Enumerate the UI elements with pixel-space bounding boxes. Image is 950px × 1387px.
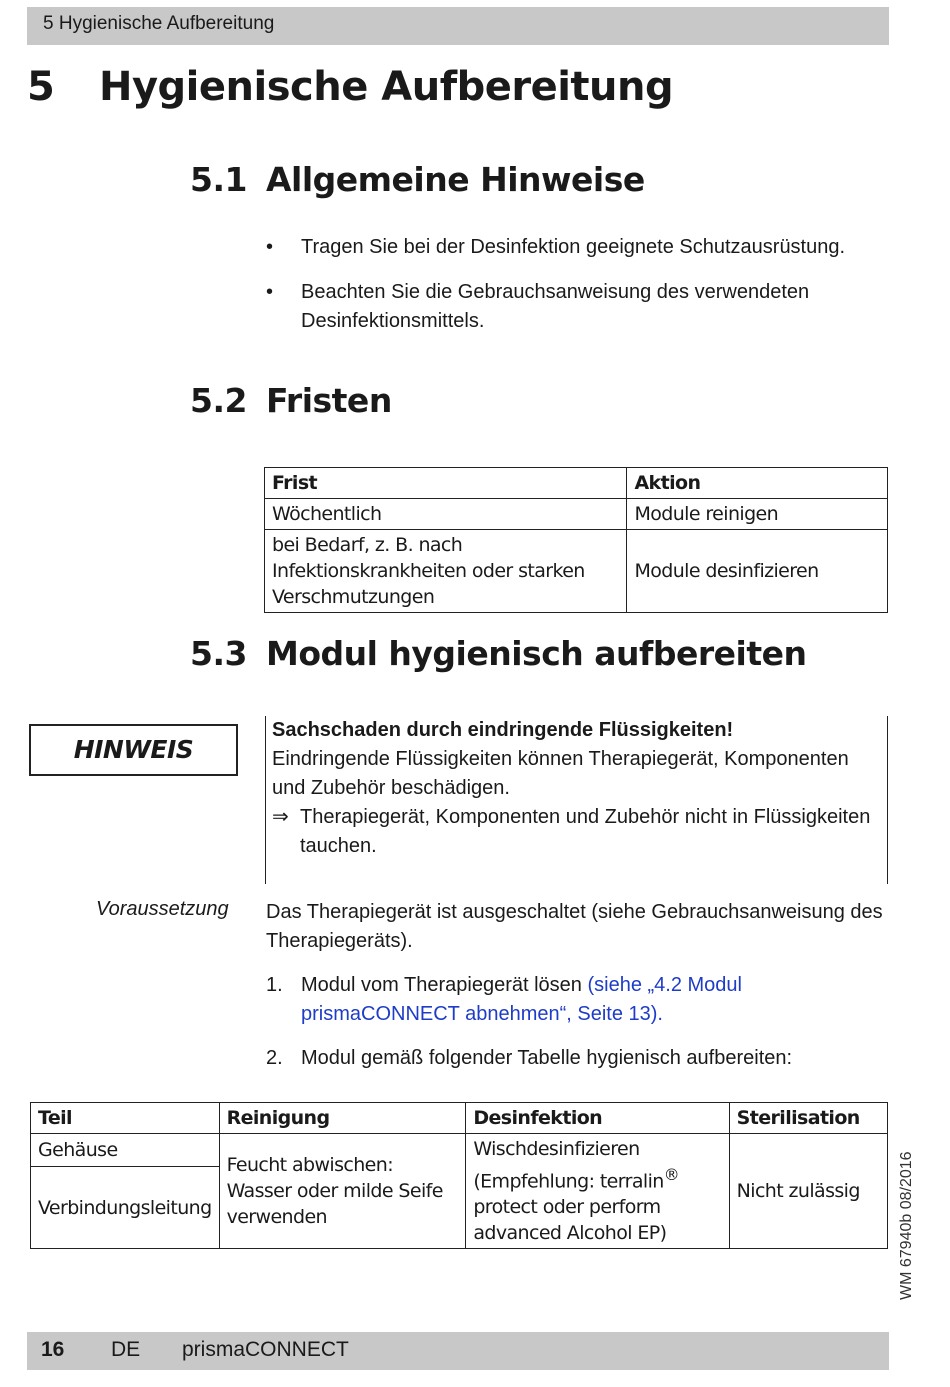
section-title: Fristen xyxy=(266,381,392,420)
language-code: DE xyxy=(111,1338,141,1361)
section-heading-5-1 xyxy=(190,160,645,199)
table-header-row xyxy=(31,1103,888,1134)
table-cell: Feucht abwischen: Wasser oder milde Seife verwenden xyxy=(219,1134,466,1249)
arrow-right-icon: ⇒ xyxy=(272,806,289,828)
step-text: Modul vom Therapiegerät lösen xyxy=(301,974,588,996)
notice-action-text: Therapiegerät, Komponenten und Zubehör nicht in Flüssigkeiten tauchen. xyxy=(300,806,871,857)
table-cell: Nicht zulässig xyxy=(729,1134,887,1249)
column-header: Reinigung xyxy=(219,1103,466,1134)
registered-mark: ® xyxy=(663,1165,679,1184)
section-heading-5-3 xyxy=(190,634,806,673)
table-header-row xyxy=(265,468,888,499)
table-cell: Module reinigen xyxy=(627,499,888,530)
chapter-heading xyxy=(27,64,673,110)
table-row xyxy=(265,499,888,530)
general-notes-list xyxy=(266,233,886,352)
precondition-text: Das Therapiegerät ist ausgeschaltet (siehe Gebrauchsanweisung des Therapiegeräts). xyxy=(266,901,883,952)
section-number: 5.2 xyxy=(190,381,247,420)
document-code: WM 67940b 08/2016 xyxy=(898,1151,915,1300)
list-item: • Tragen Sie bei der Desinfektion geeignete Schutzausrüstung. xyxy=(266,233,886,262)
notice-content xyxy=(265,716,888,884)
column-header: Aktion xyxy=(627,468,888,499)
table-cell: Verbindungsleitung xyxy=(31,1166,220,1248)
table-row xyxy=(265,530,888,613)
column-header: Teil xyxy=(31,1103,220,1134)
step-number: 1. xyxy=(266,974,283,996)
section-number: 5.1 xyxy=(190,160,247,199)
chapter-title: Hygienische Aufbereitung xyxy=(99,64,674,110)
list-item xyxy=(266,1044,886,1073)
disinfection-text: protect oder perform advanced Alcohol EP) xyxy=(473,1196,667,1245)
notice-text: Eindringende Flüssigkeiten können Therapiegerät, Komponenten und Zubehör beschädigen. xyxy=(272,748,849,799)
page-footer xyxy=(27,1332,889,1370)
notice-label: HINWEIS xyxy=(73,735,194,764)
list-item: • Beachten Sie die Gebrauchsanweisung des verwendeten Desinfektionsmittels. xyxy=(266,278,886,336)
step-number: 2. xyxy=(266,1047,283,1069)
cross-reference-link[interactable]: (siehe „4.2 Modul prismaCONNECT abnehmen“, Seite 13). xyxy=(301,974,742,1025)
reprocessing-table xyxy=(30,1102,888,1249)
section-title: Modul hygienisch aufbereiten xyxy=(266,634,807,673)
table-cell xyxy=(466,1134,729,1249)
table-cell: Gehäuse xyxy=(31,1134,220,1167)
table-row xyxy=(31,1134,888,1167)
chapter-number: 5 xyxy=(27,64,55,110)
table-cell: bei Bedarf, z. B. nach Infektionskrankheiten oder starken Verschmutzungen xyxy=(265,530,627,613)
column-header: Sterilisation xyxy=(729,1103,887,1134)
table-cell: Module desinfizieren xyxy=(627,530,888,613)
section-title: Allgemeine Hinweise xyxy=(266,160,645,199)
column-header: Desinfektion xyxy=(466,1103,729,1134)
deadlines-table xyxy=(264,467,888,613)
section-number: 5.3 xyxy=(190,634,247,673)
precondition-label: Voraussetzung xyxy=(96,898,229,920)
disinfection-text: Wischdesinfizieren (Empfehlung: terralin xyxy=(473,1138,664,1193)
notice-action xyxy=(272,803,881,861)
page-number: 16 xyxy=(41,1338,65,1361)
notice-label-box xyxy=(29,724,238,776)
column-header: Frist xyxy=(265,468,627,499)
running-header xyxy=(27,7,889,45)
step-text: Modul gemäß folgender Tabelle hygienisch aufbereiten: xyxy=(301,1047,793,1069)
notice-title: Sachschaden durch eindringende Flüssigkeiten! xyxy=(272,719,734,741)
table-cell: Wöchentlich xyxy=(265,499,627,530)
steps-list xyxy=(266,971,886,1088)
list-item xyxy=(266,971,886,1029)
running-header-title: 5 Hygienische Aufbereitung xyxy=(43,13,275,34)
section-heading-5-2 xyxy=(190,381,392,420)
product-name: prismaCONNECT xyxy=(182,1338,349,1361)
